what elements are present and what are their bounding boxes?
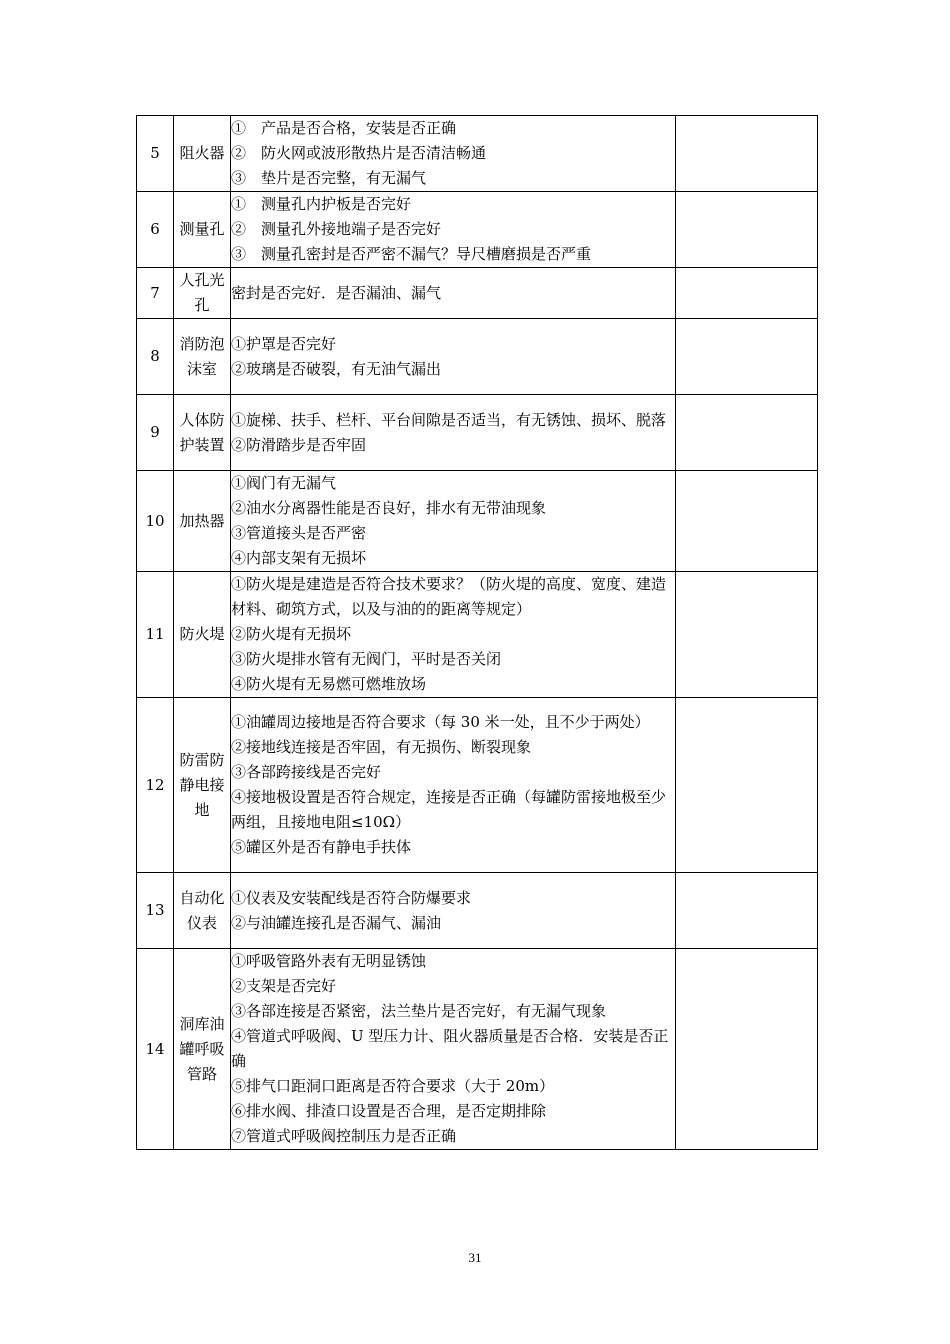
content-line: ② 测量孔外接地端子是否完好: [231, 220, 442, 238]
table-row: [137, 698, 818, 873]
inspection-item: 人孔光孔: [174, 268, 231, 319]
result-cell: [676, 471, 818, 572]
table-row: [137, 192, 818, 268]
content-line: ⑤排气口距洞口距离是否符合要求（大于 20m）: [231, 1077, 555, 1095]
content-line: ③各部连接是否紧密，法兰垫片是否完好，有无漏气现象: [231, 1002, 607, 1020]
inspection-item: 防火堤: [174, 572, 231, 698]
inspection-item: 自动化仪表: [174, 873, 231, 949]
inspection-content: [231, 319, 676, 395]
content-line: ③管道接头是否严密: [231, 524, 367, 542]
content-line: ① 产品是否合格，安装是否正确: [231, 119, 457, 137]
content-line: 密封是否完好．是否漏油、漏气: [231, 283, 442, 302]
result-cell: [676, 698, 818, 873]
row-number: 12: [137, 698, 174, 873]
content-line: ⑥排水阀、排渣口设置是否合理，是否定期排除: [231, 1102, 547, 1120]
inspection-content: [231, 395, 676, 471]
content-line: ③ 测量孔密封是否严密不漏气？导尺槽磨损是否严重: [231, 245, 592, 263]
inspection-content: [231, 572, 676, 698]
inspection-item: 洞库油罐呼吸管路: [174, 949, 231, 1150]
row-number: 6: [137, 192, 174, 268]
inspection-item: 加热器: [174, 471, 231, 572]
result-cell: [676, 572, 818, 698]
content-line: ①呼吸管路外表有无明显锈蚀: [231, 952, 427, 970]
content-line: ①油罐周边接地是否符合要求（每 30 米一处，且不少于两处）: [231, 713, 650, 731]
content-line: ②支架是否完好: [231, 977, 337, 995]
row-number: 10: [137, 471, 174, 572]
row-number: 5: [137, 116, 174, 192]
inspection-content: [231, 949, 676, 1150]
result-cell: [676, 873, 818, 949]
content-line: ① 测量孔内护板是否完好: [231, 195, 412, 213]
table-row: [137, 268, 818, 319]
row-number: 8: [137, 319, 174, 395]
content-line: ③各部跨接线是否完好: [231, 763, 382, 781]
inspection-content: [231, 698, 676, 873]
inspection-content: [231, 471, 676, 572]
result-cell: [676, 116, 818, 192]
inspection-content: [231, 116, 676, 192]
result-cell: [676, 395, 818, 471]
content-line: ④接地极设置是否符合规定，连接是否正确（每罐防雷接地极至少两组，且接地电阻≤10Ω）: [231, 788, 667, 831]
table-row: [137, 395, 818, 471]
inspection-item: 防雷防静电接地: [174, 698, 231, 873]
inspection-table: [136, 115, 818, 1150]
table-row: [137, 572, 818, 698]
row-number: 11: [137, 572, 174, 698]
content-line: ④管道式呼吸阀、U 型压力计、阻火器质量是否合格．安装是否正确: [231, 1027, 669, 1070]
content-line: ①防火堤是建造是否符合技术要求？（防火堤的高度、宽度、建造材料、砌筑方式，以及与油的的距离等规定）: [231, 575, 667, 618]
content-line: ①阀门有无漏气: [231, 474, 337, 492]
content-line: ②玻璃是否破裂，有无油气漏出: [231, 359, 442, 378]
table-row: [137, 116, 818, 192]
content-line: ①护罩是否完好: [231, 334, 337, 353]
content-line: ⑦管道式呼吸阀控制压力是否正确: [231, 1127, 457, 1145]
row-number: 9: [137, 395, 174, 471]
row-number: 13: [137, 873, 174, 949]
content-line: ③ 垫片是否完整，有无漏气: [231, 169, 427, 187]
inspection-table-body: [137, 116, 818, 1150]
row-number: 7: [137, 268, 174, 319]
content-line: ④内部支架有无损坏: [231, 549, 367, 567]
content-line: ②与油罐连接孔是否漏气、漏油: [231, 913, 442, 932]
result-cell: [676, 319, 818, 395]
content-line: ③防火堤排水管有无阀门，平时是否关闭: [231, 650, 502, 668]
result-cell: [676, 949, 818, 1150]
inspection-content: [231, 873, 676, 949]
row-number: 14: [137, 949, 174, 1150]
content-line: ②接地线连接是否牢固，有无损伤、断裂现象: [231, 738, 532, 756]
content-line: ①旋梯、扶手、栏杆、平台间隙是否适当，有无锈蚀、损坏、脱落: [231, 410, 667, 429]
content-line: ②防火堤有无损坏: [231, 625, 352, 643]
inspection-content: [231, 192, 676, 268]
table-row: [137, 873, 818, 949]
page-number: 31: [468, 1250, 482, 1265]
table-row: [137, 319, 818, 395]
content-line: ①仪表及安装配线是否符合防爆要求: [231, 888, 472, 907]
table-row: [137, 471, 818, 572]
content-line: ②防滑踏步是否牢固: [231, 435, 367, 454]
content-line: ②油水分离器性能是否良好，排水有无带油现象: [231, 499, 547, 517]
inspection-content: [231, 268, 676, 319]
inspection-item: 人体防护装置: [174, 395, 231, 471]
content-line: ② 防火网或波形散热片是否清洁畅通: [231, 144, 487, 162]
result-cell: [676, 192, 818, 268]
inspection-item: 测量孔: [174, 192, 231, 268]
inspection-item: 消防泡沫室: [174, 319, 231, 395]
content-line: ④防火堤有无易燃可燃堆放场: [231, 675, 427, 693]
table-row: [137, 949, 818, 1150]
inspection-item: 阻火器: [174, 116, 231, 192]
result-cell: [676, 268, 818, 319]
content-line: ⑤罐区外是否有静电手扶体: [231, 838, 412, 856]
